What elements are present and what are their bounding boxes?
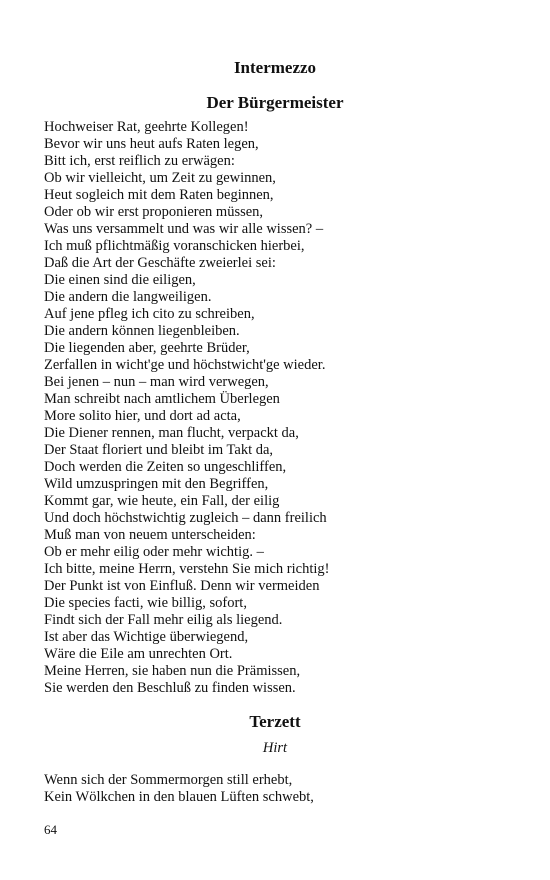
page-number: 64 <box>44 822 57 837</box>
verse-line: Die liegenden aber, geehrte Brüder, <box>44 340 250 356</box>
verse-line: Wild umzuspringen mit den Begriffen, <box>44 476 269 492</box>
verse-line: Die andern die langweiligen. <box>44 289 212 305</box>
verse-intermezzo <box>44 119 514 697</box>
verse-line: Die andern können liegenbleiben. <box>44 323 240 339</box>
verse-line: Die species facti, wie billig, sofort, <box>44 595 247 611</box>
verse-line: Doch werden die Zeiten so ungeschliffen, <box>44 459 287 475</box>
verse-line: Findt sich der Fall mehr eilig als liegend. <box>44 612 283 628</box>
section-title-intermezzo: Intermezzo <box>233 58 317 77</box>
verse-line: Bevor wir uns heut aufs Raten legen, <box>44 136 259 152</box>
verse-line: Was uns versammelt und was wir alle wissen? – <box>44 221 324 237</box>
verse-line: Wäre die Eile am unrechten Ort. <box>44 646 233 662</box>
speaker-heading-buergermeister: Der Bürgermeister <box>206 93 344 112</box>
verse-line: Man schreibt nach amtlichem Überlegen <box>44 391 280 407</box>
verse-line: Daß die Art der Geschäfte zweierlei sei: <box>44 255 276 271</box>
verse-line: Wenn sich der Sommermorgen still erhebt, <box>44 772 293 788</box>
verse-line: Der Punkt ist von Einfluß. Denn wir vermeiden <box>44 578 320 594</box>
verse-line: Bitt ich, erst reiflich zu erwägen: <box>44 153 235 169</box>
verse-line: Heut sogleich mit dem Raten beginnen, <box>44 187 274 203</box>
verse-line: Ich bitte, meine Herrn, verstehn Sie mich richtig! <box>44 561 330 577</box>
verse-line: Der Staat floriert und bleibt im Takt da, <box>44 442 274 458</box>
verse-line: Meine Herren, sie haben nun die Prämissen, <box>44 663 301 679</box>
verse-line: Oder ob wir erst proponieren müssen, <box>44 204 264 220</box>
speaker-name-hirt: Hirt <box>262 740 288 756</box>
verse-line: Auf jene pfleg ich cito zu schreiben, <box>44 306 255 322</box>
verse-line: Kein Wölkchen in den blauen Lüften schwebt, <box>44 789 314 805</box>
verse-line: Sie werden den Beschluß zu finden wissen. <box>44 680 296 696</box>
verse-line: Zerfallen in wicht'ge und höchstwicht'ge wieder. <box>44 357 326 373</box>
verse-line: Ich muß pflichtmäßig voranschicken hierbei, <box>44 238 305 254</box>
verse-line: Bei jenen – nun – man wird verwegen, <box>44 374 269 390</box>
verse-line: Hochweiser Rat, geehrte Kollegen! <box>44 119 249 135</box>
verse-line: Ob wir vielleicht, um Zeit zu gewinnen, <box>44 170 276 186</box>
verse-line: Muß man von neuem unterscheiden: <box>44 527 256 543</box>
verse-line: Die Diener rennen, man flucht, verpackt da, <box>44 425 299 441</box>
verse-line: Und doch höchstwichtig zugleich – dann freilich <box>44 510 327 526</box>
verse-line: Ist aber das Wichtige überwiegend, <box>44 629 249 645</box>
verse-line: More solito hier, und dort ad acta, <box>44 408 241 424</box>
verse-line: Ob er mehr eilig oder mehr wichtig. – <box>44 544 264 560</box>
verse-line: Die einen sind die eiligen, <box>44 272 196 288</box>
section-title-terzett: Terzett <box>249 712 301 731</box>
verse-line: Kommt gar, wie heute, ein Fall, der eilig <box>44 493 280 509</box>
verse-terzett <box>44 772 514 806</box>
